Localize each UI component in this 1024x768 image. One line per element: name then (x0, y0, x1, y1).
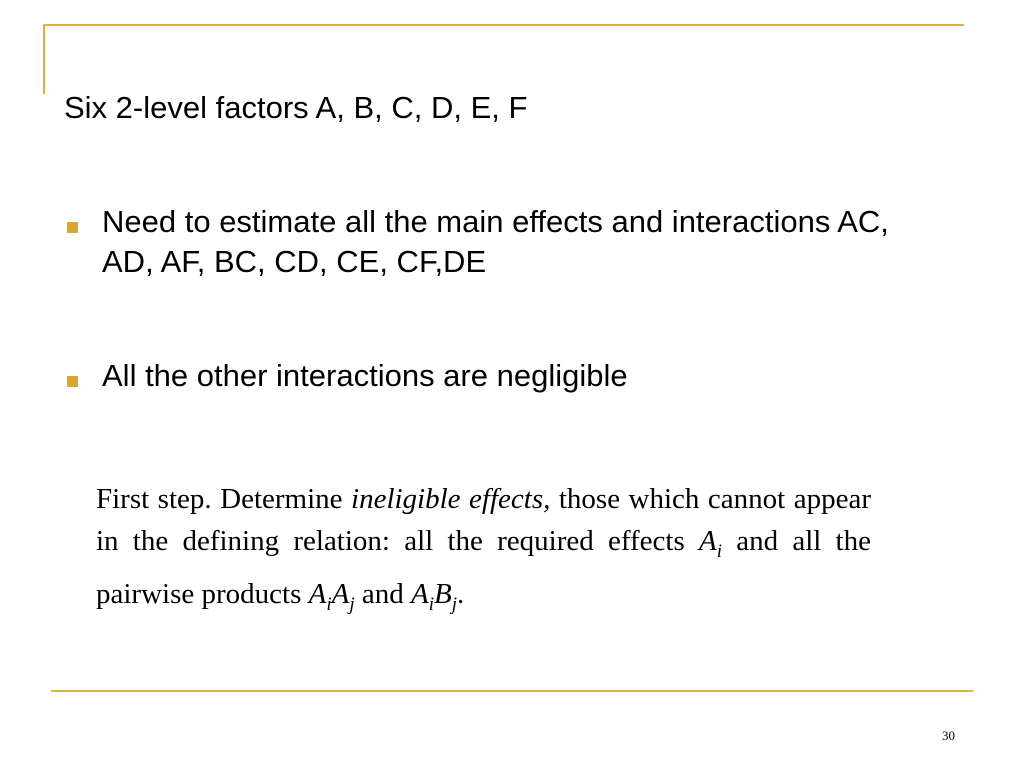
frame-bottom-rule (51, 690, 973, 692)
excerpt-text: those which cannot appear in the defining relation: all the required effects (96, 483, 871, 557)
bullet-list (64, 202, 892, 396)
bullet-text: Need to estimate all the main effects and interactions AC, AD, AF, BC, CD, CE, CF,DE (102, 204, 889, 279)
excerpt-text: and (354, 577, 411, 610)
square-bullet-icon (67, 222, 78, 233)
math-AiBj: $A_iB_j$ (411, 577, 457, 615)
slide-heading: Six 2-level factors A, B, C, D, E, F (64, 90, 528, 125)
square-bullet-icon (67, 376, 78, 387)
textbook-excerpt (96, 478, 871, 626)
bullet-item (64, 356, 892, 396)
math-Ai: $A_i$ (698, 525, 722, 562)
excerpt-text: First step. Determine (96, 483, 352, 515)
excerpt-italic-term: ineligible effects, (351, 483, 551, 515)
bullet-item (64, 202, 892, 282)
bullet-text: All the other interactions are negligible (102, 358, 628, 393)
excerpt-text: . (457, 577, 465, 610)
frame-left-rule (43, 24, 45, 94)
frame-top-rule (44, 24, 964, 26)
math-AiAj: $A_iA_j$ (308, 577, 355, 615)
page-number: 30 (942, 728, 955, 743)
excerpt-text: and all the pairwise products (96, 525, 871, 610)
